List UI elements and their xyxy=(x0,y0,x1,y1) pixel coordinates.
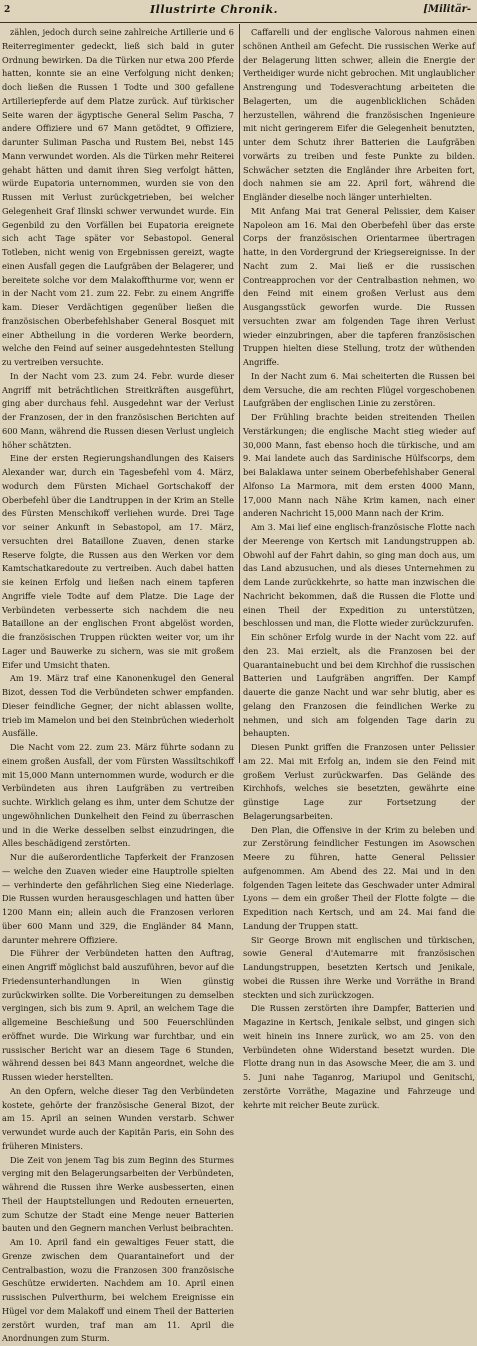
paragraph: Am 19. März traf eine Kanonenkugel den General Bizot, dessen Tod die Verbündeten schwer empfanden. Dieser feindliche Gegner, der nicht ablassen wollte, trieb im Mamelon und bei den Steinbrüchen wiederholt Ausfälle. xyxy=(2,673,234,739)
paragraph: Die Russen zerstörten ihre Dampfer, Batterien und Magazine in Kertsch, Jenikale selbst, und gingen sich weit hinein ins Innere zurück, wo am 25. von den Verbündeten ohne Widerstand besetzt wurden. Die Flotte drang nun in das Asowsche Meer, die am 3. und 5. Juni nahe Taganrog, Mariupol und Genitschi, zerstörte Vorräthe, Magazine und Fahrzeuge und kehrte mit reicher Beute zurück. xyxy=(243,1003,475,1110)
paragraph: zählen, jedoch durch seine zahlreiche Artillerie und 6 Reiterregimenter gedeckt, ließ sich bald in guter Ordnung bewirken. Da die Türken nur etwa 200 Pferde hatten, konnte sie an eine Verfolgung nicht denken; doch ließen die Russen 1 Todte und 300 gefallene Artilleriepferde auf dem Platze zurück. Auf türkischer Seite waren der ägyptische General Selim Pascha, 7 andere Offiziere und 67 Mann getödtet, 9 Offiziere, darunter Suliman Pascha und Rustem Bei, nebst 145 Mann verwundet worden. Als die Türken mehr Reiterei gehabt hätten und damit ihren Sieg verfolgt hätten, würde Eupatoria unternommen, wurden sie von den Russen mit Verlust zurückgetrieben, bei welcher Gelegenheit Graf Ilinski schwer verwundet wurde. Ein Gegenbild zu den Vorfällen bei Eupatoria ereignete sich acht Tage später vor Sebastopol. General Totleben, nicht wenig von Ergebnissen gereizt, wagte einen Ausfall gegen die Laufgräben der Belagerer, und bereitete solche vor dem Malakoffthurme vor, wenn er in der Nacht vom 21. zum 22. Febr. zu einem Angriffe kam. Dieser Verdächtigen gegenüber ließen die französischen Oberbefehlshaber General Bosquet mit einer Abtheilung in die vorderen Werke beordern, welche den Feind auf seiner ausgedehntesten Stellung zu vertreiben versuchte. xyxy=(2,27,234,367)
paragraph: In der Nacht zum 6. Mai scheiterten die Russen bei dem Versuche, die am rechten Flügel vorgeschobenen Laufgräben der englischen Linie zu zerstören. xyxy=(243,370,475,409)
section-label: [Militär- xyxy=(423,4,471,15)
page-number: 2 xyxy=(4,5,11,15)
paragraph: Der Frühling brachte beiden streitenden Theilen Verstärkungen; die englische Macht stieg wieder auf 30,000 Mann, fast ebenso hoch die türkische, und am 9. Mai landete auch das Sardinische Hülfscorps, dem bei Balaklawa unter seinem Oberbefehlshaber General Alfonso La Marmora, mit dem ersten 4000 Mann, 17,000 Mann nach Nähe Krim kamen, nach einer anderen Nachricht 15,000 Mann nach der Krim. xyxy=(243,412,475,519)
paragraph: Caffarelli und der englische Valorous nahmen einen schönen Antheil am Gefecht. Die russischen Werke auf der Belagerung litten schwer, allein die Energie der Vertheidiger wurde nicht gebrochen. Mit unglaublicher Anstrengung und Todesverachtung arbeiteten die Belagerten, um die augenblicklichen Schäden herzustellen, während die französischen Ingenieure mit nicht geringerem Eifer die Gelegenheit benutzten, unter dem Schutz ihrer Batterien die Laufgräben vorwärts zu treiben und feste Punkte zu bilden. Schwächer setzten die Engländer ihre Arbeiten fort, doch nahmen sie am 22. April fort, während die Engländer dieselbe noch länger unterhielten. xyxy=(243,27,475,202)
paragraph: An den Opfern, welche dieser Tag den Verbündeten kostete, gehörte der französische General Bizot, der am 15. April an seinen Wunden verstarb. Schwer verwundet wurde auch der Kapitän Paris, ein Sohn des früheren Ministers. xyxy=(2,1085,234,1151)
paragraph: Ein schöner Erfolg wurde in der Nacht vom 22. auf den 23. Mai erzielt, als die Franzosen bei der Quarantainebucht und bei dem Kirchhof die russischen Batterien und Laufgräben angriffen. Der Kampf dauerte die ganze Nacht und war sehr blutig, aber es gelang den Franzosen die feindlichen Werke zu nehmen, und sich am folgenden Tage darin zu behaupten. xyxy=(243,632,475,739)
column-divider xyxy=(239,24,240,763)
paragraph: In der Nacht vom 23. zum 24. Febr. wurde dieser Angriff mit beträchtlichen Streitkräften ausgeführt, ging aber durchaus fehl. Ausgedehnt war der Verlust der Franzosen, der in den französischen Berichten auf 600 Mann, während die Russen diesen Verlust ungleich höher schätzten. xyxy=(2,370,234,450)
paragraph: Die Führer der Verbündeten hatten den Auftrag, einen Angriff möglichst bald auszuführen, bevor auf die Friedensunterhandlungen in Wien günstig zurückwirken sollte. Die Vorbereitungen zu demselben vergingen, sich bis zum 9. April, an welchem Tage die allgemeine Beschießung und 500 Feuerschlünden eröffnet wurde. Die Wirkung war furchtbar, und ein russischer Bericht war an diesem Tage 6 Stunden, während dessen bei 843 Mann angeordnet, welche die Russen wieder herstellten. xyxy=(2,948,234,1082)
paragraph: Eine der ersten Regierungshandlungen des Kaisers Alexander war, durch ein Tagesbefehl vom 4. März, wodurch dem Fürsten Michael Gortschakoff der Oberbefehl über die Landtruppen in der Krim an Stelle des Fürsten Menschikoff verliehen wurde. Drei Tage vor seiner Ankunft in Sebastopol, am 17. März, versuchten drei Bataillone Zuaven, denen starke Reserve folgte, die Russen aus den Werken vor dem Kamtschatkaredoute zu vertreiben. Auch dabei hatten sie keinen Erfolg und ließen nach einem tapferen Angriffe viele Todte auf dem Platze. Die Lage der Verbündeten verbesserte sich nachdem die neu Bataillone an der englischen Front abgelöst worden, die französischen Truppen rückten weiter vor, um ihr Lager und Bauwerke zu sichern, was sie mit großem Eifer und Umsicht thaten. xyxy=(2,453,234,670)
paragraph: Mit Anfang Mai trat General Pelissier, dem Kaiser Napoleon am 16. Mai den Oberbefehl über das erste Corps der französischen Orientarmee übertragen hatte, in den Vordergrund der Kriegsereignisse. In der Nacht zum 2. Mai ließ er die russischen Contreapprochen vor der Centralbastion nehmen, wo den Feind mit einem großen Verlust aus dem Ausgangsstück geworfen wurde. Die Russen versuchten zwar am folgenden Tage ihren Verlust wieder einzubringen, aber die tapferen französischen Truppen hielten diese Stellung, trotz der wüthenden Angriffe. xyxy=(243,205,475,367)
paragraph: Am 3. Mai lief eine englisch-französische Flotte nach der Meerenge von Kertsch mit Landungstruppen ab. Obwohl auf der Fahrt dahin, so ging man doch aus, um das Land abzusuchen, und als dieses Unternehmen zu dem Lande zurückkehrte, so hatte man inzwischen die Nachricht bekommen, daß die Russen die Flotte und einen Theil der Expedition zu unterstützen, beschlossen und man, die Flotte wieder zurückzurufen. xyxy=(243,522,475,629)
paragraph: Diesen Punkt griffen die Franzosen unter Pelissier am 22. Mai mit Erfolg an, indem sie den Feind mit großem Verlust zurückwarfen. Das Gelände des Kirchhofs, welches sie besetzten, gewährte eine günstige Lage zur Fortsetzung der Belagerungsarbeiten. xyxy=(243,742,475,821)
paragraph: Die Zeit von jenem Tag bis zum Beginn des Sturmes verging mit den Belagerungsarbeiten der Verbündeten, während die Russen ihre Werke ausbesserten, einen Theil der Hauptstellungen und Redouten erneuerten, zum Schutze der Stadt eine Menge neuer Batterien bauten und den Gegnern manchen Verlust beibrachten. xyxy=(2,1154,234,1234)
paragraph: Am 10. April fand ein gewaltiges Feuer statt, die Grenze zwischen dem Quarantainefort und der Centralbastion, wozu die Franzosen 300 französische Geschütze erwiderten. Nachdem am 10. April einen russischen Pulverthurm, bei welchem Ereignisse ein Hügel vor dem Malakoff und einem Theil der Batterien zerstört wurden, traf man am 11. April die Anordnungen zum Sturm. xyxy=(2,1237,234,1344)
paragraph: Den Plan, die Offensive in der Krim zu beleben und zur Zerstörung feindlicher Festungen im Asowschen Meere zu führen, hatte General Pelissier aufgenommen. Am Abend des 22. Mai und in den folgenden Tagen leitete das Geschwader unter Admiral Lyons — dem ein großer Theil der Flotte folgte — die Expedition nach Kertsch, und am 24. Mai fand die Landung der Truppen statt. xyxy=(243,824,475,931)
text-column-left xyxy=(2,26,234,1344)
paragraph: Die Nacht vom 22. zum 23. März führte sodann zu einem großen Ausfall, der vom Fürsten Wassiltschikoff mit 15,000 Mann unternommen wurde, wodurch er die Verbündeten aus ihren Laufgräben zu vertreiben suchte. Wirklich gelang es ihm, unter dem Schutze der ungewöhnlichen Dunkelheit den Feind zu überraschen und in die Werke desselben selbst einzudringen, die Alles beschädigend zerstörten. xyxy=(2,742,234,849)
paragraph: Nur die außerordentliche Tapferkeit der Franzosen — welche den Zuaven wieder eine Hauptrolle spielten — verhinderte den gefährlichen Sieg eine Niederlage. Die Russen wurden herausgeschlagen und hatten über 1200 Mann ein; allein auch die Franzosen verloren über 600 Mann und 329, die Engländer 84 Mann, darunter mehrere Offiziere. xyxy=(2,852,234,945)
text-column-right xyxy=(243,26,475,1110)
page-header xyxy=(0,0,477,23)
running-title: Illustrirte Chronik. xyxy=(150,3,278,16)
paragraph: Sir George Brown mit englischen und türkischen, sowie General d'Autemarre mit französischen Landungstruppen, besetzten Kertsch und Jenikale, wobei die Russen ihre Werke und Vorräthe in Brand steckten und sich zurückzogen. xyxy=(243,934,475,1000)
